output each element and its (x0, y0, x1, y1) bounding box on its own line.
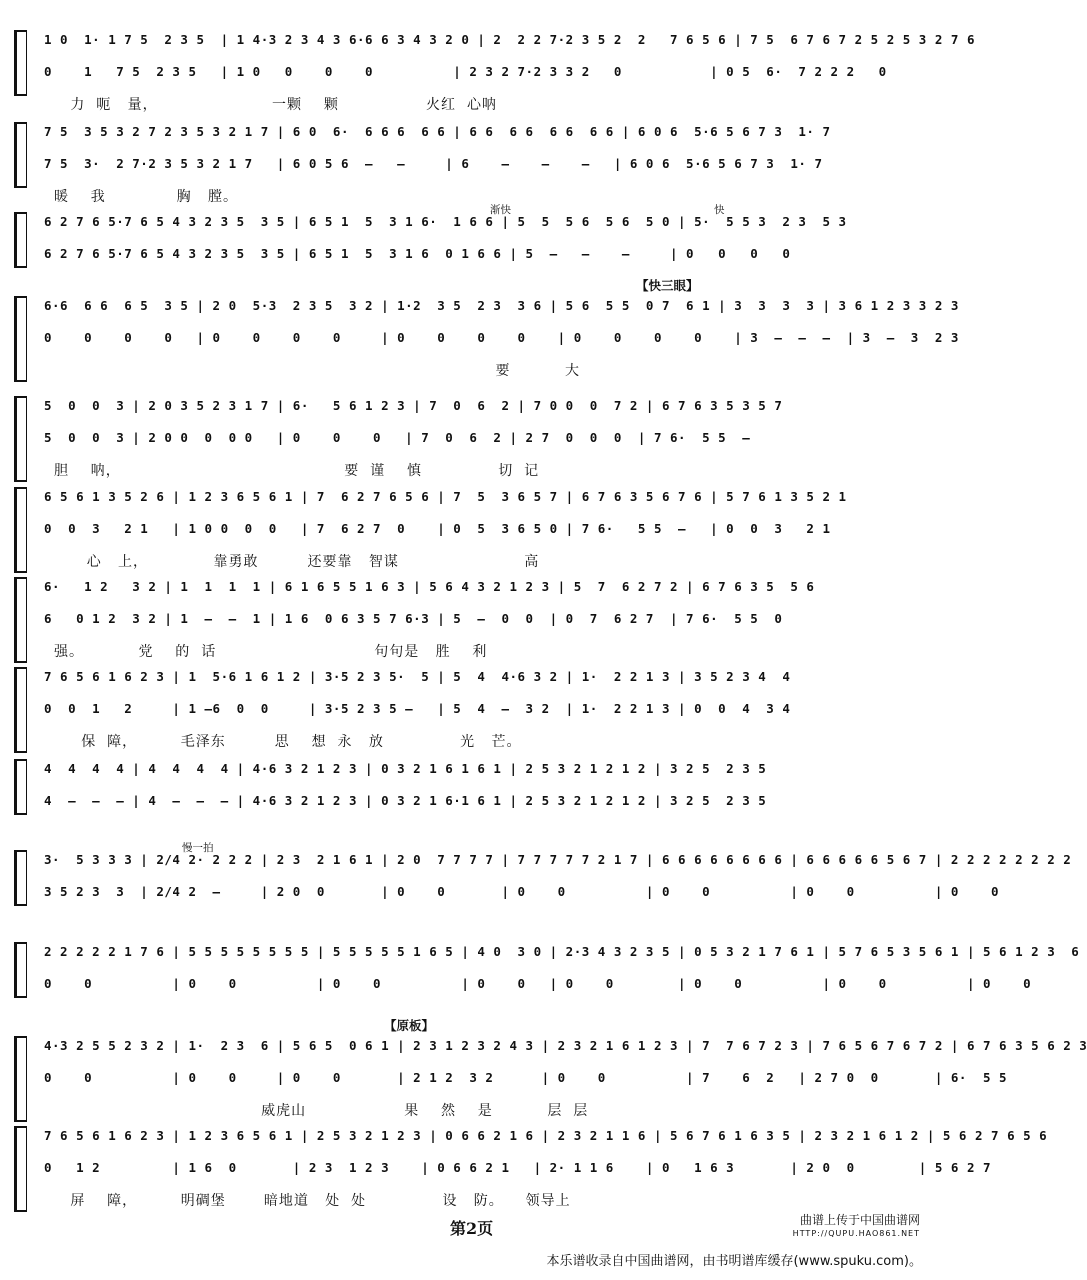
score-system (14, 759, 914, 815)
lower-part-notation: 5 0 0 3 | 2 0 0 0 0 0 | 0 0 0 | 7 0 6 2 | 2 7 0 0 0 | 7 6· 5 5 — (44, 430, 751, 445)
lower-part-notation: 0 0 0 0 | 0 0 0 0 | 0 0 0 0 | 0 0 0 0 | 3 — — — | 3 — 3 2 3 (44, 330, 959, 345)
system-barline (26, 1126, 27, 1212)
system-barline (26, 850, 27, 906)
lower-part-notation: 0 0 | 0 0 | 0 0 | 0 0 | 0 0 | 0 0 | 0 0 | 0 0 (44, 976, 1032, 991)
lower-part-notation: 4 — — — | 4 — — — | 4·6 3 2 1 2 3 | 0 3 2 1 6·1 6 1 | 2 5 3 2 1 2 1 2 | 3 2 5 2 3 5 (44, 793, 767, 808)
system-barline (26, 759, 27, 815)
score-system (14, 667, 914, 753)
page-number: 第2页 (450, 1219, 494, 1238)
tempo-mark: 快 (714, 204, 725, 216)
system-bracket (14, 942, 26, 998)
lyrics-line: 力 呃 量， 一颗 颗 火红 心呐 (54, 97, 497, 113)
upper-part-notation: 5 0 0 3 | 2 0 3 5 2 3 1 7 | 6· 5 6 1 2 3 | 7 0 6 2 | 7 0 0 0 7 2 | 6 7 6 3 5 3 5 7 (44, 398, 783, 413)
system-bracket (14, 122, 26, 188)
system-barline (26, 122, 27, 188)
system-bracket (14, 577, 26, 663)
lyrics-line: 心 上， 靠勇敢 还要靠 智谋 高 (54, 554, 540, 570)
upper-part-notation: 4 4 4 4 | 4 4 4 4 | 4·6 3 2 1 2 3 | 0 3 2 1 6 1 6 1 | 2 5 3 2 1 2 1 2 | 3 2 5 2 3 5 (44, 761, 767, 776)
system-barline (26, 396, 27, 482)
tempo-mark: 慢一拍 (182, 842, 214, 854)
upload-note-text: 曲谱上传于中国曲谱网 (799, 1213, 920, 1227)
lyrics-line: 要 大 (54, 363, 580, 379)
score-system (14, 396, 914, 482)
score-system (14, 487, 914, 573)
lower-part-notation: 6 2 7 6 5·7 6 5 4 3 2 3 5 3 5 | 6 5 1 5 3 1 6 0 1 6 6 | 5 — — — | 0 0 0 0 (44, 246, 791, 261)
lyrics-line: 保 障， 毛泽东 思 想 永 放 光 芒。 (54, 734, 522, 750)
upper-part-notation: 7 6 5 6 1 6 2 3 | 1 5·6 1 6 1 2 | 3·5 2 3 5· 5 | 5 4 4·6 3 2 | 1· 2 2 1 3 | 3 5 2 3 4 4 (44, 669, 791, 684)
system-bracket (14, 487, 26, 573)
upper-part-notation: 7 6 5 6 1 6 2 3 | 1 2 3 6 5 6 1 | 2 5 3 2 1 2 3 | 0 6 6 2 1 6 | 2 3 2 1 1 6 | 5 6 7 6 1 6 3 5 | 2 3 2 1 6 1 2 | 5 6 2 7 6 5 6 (44, 1128, 1048, 1143)
lower-part-notation: 7 5 3· 2 7·2 3 5 3 2 1 7 | 6 0 5 6 — — | 6 — — — | 6 0 6 5·6 5 6 7 3 1· 7 (44, 156, 823, 171)
system-bracket (14, 850, 26, 906)
score-system (14, 1126, 1048, 1212)
system-barline (26, 487, 27, 573)
source-footer: 本乐谱收录自中国曲谱网，由书明谱库缓存(www.spuku.com)。 (546, 1254, 922, 1269)
score-system (14, 204, 914, 268)
system-barline (26, 1036, 27, 1122)
lower-part-notation: 0 0 1 2 | 1 —6 0 0 | 3·5 2 3 5 — | 5 4 — 3 2 | 1· 2 2 1 3 | 0 0 4 3 4 (44, 701, 791, 716)
lyrics-line: 屏 障， 明碉堡 暗地道 处 处 设 防。 领导上 (54, 1193, 571, 1209)
system-bracket (14, 212, 26, 268)
system-bracket (14, 1036, 26, 1122)
system-barline (26, 30, 27, 96)
lyrics-line: 胆 呐， 要 谨 慎 切 记 (54, 463, 540, 479)
score-system (14, 577, 914, 663)
score-system (14, 942, 1080, 998)
lyrics-line: 暖 我 胸 膛。 (54, 189, 239, 205)
upload-note (793, 1213, 920, 1241)
score-system (14, 30, 975, 113)
system-barline (26, 212, 27, 268)
lower-part-notation: 3 5 2 3 3 | 2/4 2 — | 2 0 0 | 0 0 | 0 0 | 0 0 | 0 0 | 0 0 (44, 884, 1000, 899)
upload-note-url: HTTP://QUPU.HAO861.NET (792, 1229, 920, 1238)
system-bracket (14, 1126, 26, 1212)
lower-part-notation: 0 0 | 0 0 | 0 0 | 2 1 2 3 2 | 0 0 | 7 6 2 | 2 7 0 0 | 6· 5 5 (44, 1070, 1008, 1085)
system-bracket (14, 667, 26, 753)
score-system (14, 1018, 1087, 1122)
system-barline (26, 942, 27, 998)
lyrics-line: 威虎山 果 然 是 层 层 (54, 1103, 589, 1119)
lower-part-notation: 0 0 3 2 1 | 1 0 0 0 0 | 7 6 2 7 0 | 0 5 3 6 5 0 | 7 6· 5 5 — | 0 0 3 2 1 (44, 521, 831, 536)
upper-part-notation: 6 5 6 1 3 5 2 6 | 1 2 3 6 5 6 1 | 7 6 2 7 6 5 6 | 7 5 3 6 5 7 | 6 7 6 3 5 6 7 6 | 5 7 6 1 3 5 2 1 (44, 489, 847, 504)
system-bracket (14, 30, 26, 96)
system-bracket (14, 759, 26, 815)
lower-part-notation: 6 0 1 2 3 2 | 1 — — 1 | 1 6 0 6 3 5 7 6·3 | 5 — 0 0 | 0 7 6 2 7 | 7 6· 5 5 0 (44, 611, 783, 626)
score-system (14, 278, 959, 382)
upper-part-notation: 6· 1 2 3 2 | 1 1 1 1 | 6 1 6 5 5 1 6 3 | 5 6 4 3 2 1 2 3 | 5 7 6 2 7 2 | 6 7 6 3 5 5 6 (44, 579, 815, 594)
upper-part-notation: 2 2 2 2 2 1 7 6 | 5 5 5 5 5 5 5 5 | 5 5 5 5 5 1 6 5 | 4 0 3 0 | 2·3 4 3 2 3 5 | 0 5 3 2 1 7 6 1 | 5 7 6 5 3 5 6 1 | 5 6 1 2 3 6 (44, 944, 1080, 959)
upper-part-notation: 3· 5 3 3 3 | 2/4 2· 2 2 2 | 2 3 2 1 6 1 | 2 0 7 7 7 7 | 7 7 7 7 7 2 1 7 | 6 6 6 6 6 6 6 6 | 6 6 6 6 6 5 6 7 | 2 2 2 2 2 2 2 2 (44, 852, 1072, 867)
lower-part-notation: 0 1 7 5 2 3 5 | 1 0 0 0 0 | 2 3 2 7·2 3 3 2 0 | 0 5 6· 7 2 2 2 0 (44, 64, 887, 79)
upper-part-notation: 6·6 6 6 6 5 3 5 | 2 0 5·3 2 3 5 3 2 | 1·2 3 5 2 3 3 6 | 5 6 5 5 0 7 6 1 | 3 3 3 3 | 3 6 1 2 3 3 2 3 (44, 298, 959, 313)
system-barline (26, 296, 27, 382)
section-tempo-label: 【快三眼】 (636, 278, 699, 293)
lower-part-notation: 0 1 2 | 1 6 0 | 2 3 1 2 3 | 0 6 6 2 1 | 2· 1 1 6 | 0 1 6 3 | 2 0 0 | 5 6 2 7 (44, 1160, 992, 1175)
system-barline (26, 667, 27, 753)
upper-part-notation: 4·3 2 5 5 2 3 2 | 1· 2 3 6 | 5 6 5 0 6 1 | 2 3 1 2 3 2 4 3 | 2 3 2 1 6 1 2 3 | 7 7 6 7 2 3 | 7 6 5 6 7 6 7 2 | 6 7 6 3 5 6 2 3 (44, 1038, 1087, 1053)
section-tempo-label: 【原板】 (384, 1018, 435, 1033)
score-system (14, 122, 914, 205)
upper-part-notation: 6 2 7 6 5·7 6 5 4 3 2 3 5 3 5 | 6 5 1 5 3 1 6· 1 6 6 | 5 5 5 6 5 6 5 0 | 5· 5 5 3 2 3 5 3 (44, 214, 847, 229)
upper-part-notation: 1 0 1· 1 7 5 2 3 5 | 1 4·3 2 3 4 3 6·6 6 3 4 3 2 0 | 2 2 2 7·2 3 5 2 2 7 6 5 6 | 7 5 6 7 6 7 2 5 2 5 3 2 7 6 (44, 32, 975, 47)
lyrics-line: 强。 党 的 话 句句是 胜 利 (54, 644, 488, 660)
tempo-mark: 渐快 (490, 204, 511, 216)
upper-part-notation: 7 5 3 5 3 2 7 2 3 5 3 2 1 7 | 6 0 6· 6 6 6 6 6 | 6 6 6 6 6 6 6 6 | 6 0 6 5·6 5 6 7 3 1· 7 (44, 124, 831, 139)
system-bracket (14, 296, 26, 382)
score-system (14, 842, 1072, 906)
system-barline (26, 577, 27, 663)
system-bracket (14, 396, 26, 482)
